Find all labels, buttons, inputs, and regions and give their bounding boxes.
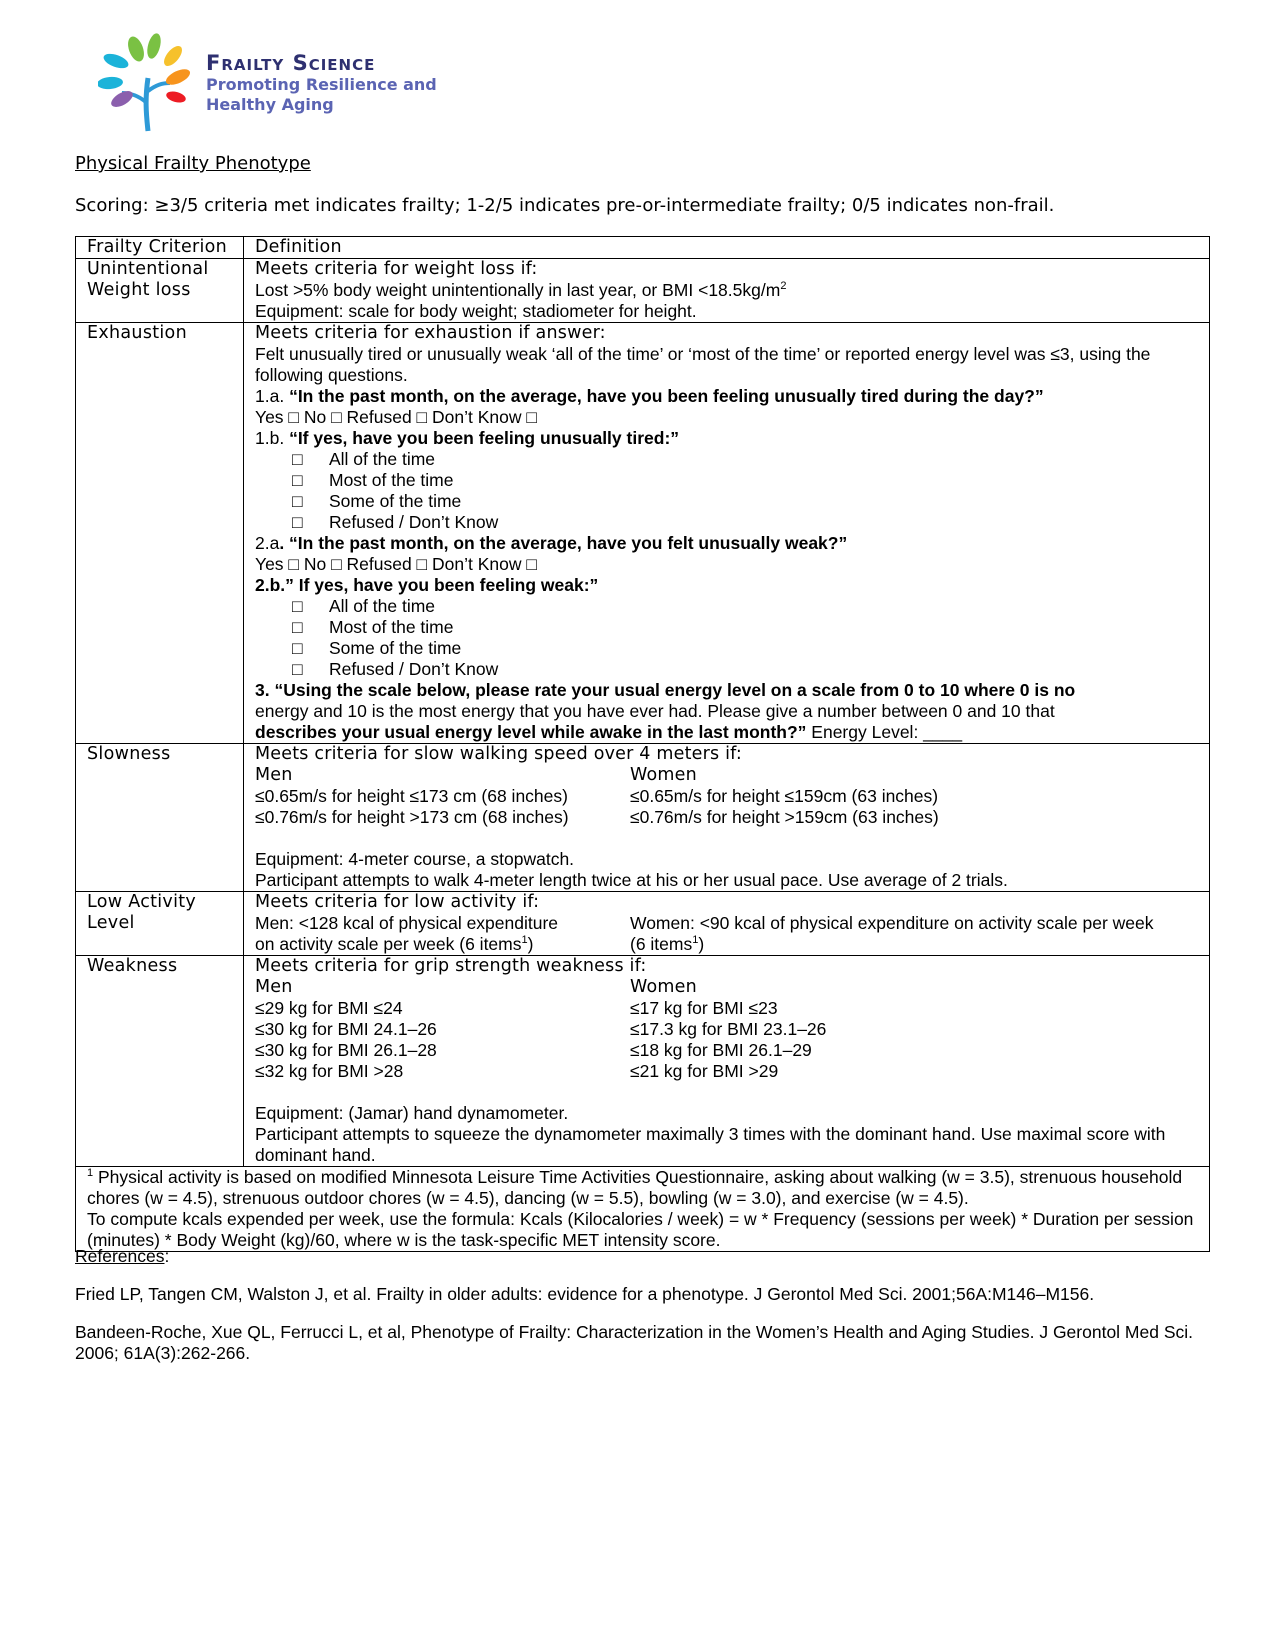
question-2a-num: 2.a xyxy=(255,533,280,553)
logo-tagline-2: Healthy Aging xyxy=(206,95,334,114)
question-1a-text: “In the past month, on the average, have you been feeling unusually tired during the day?” xyxy=(289,386,1044,406)
table-footnote-row xyxy=(76,1167,1210,1252)
slowness-labels xyxy=(255,765,1203,786)
header-criterion: Frailty Criterion xyxy=(76,237,244,259)
weakness-men-2: ≤30 kg for BMI 24.1–26 xyxy=(255,1019,437,1039)
footnote-text-1: Physical activity is based on modified Minnesota Leisure Time Activities Questionnaire, asking about walking (w = 3.5), strenuous household chores (w = 4.5), strenuous outdoor chores (w = 4.5), dancing (w = 5.5), bowling (w = 3.0), and exercise (w = 4.5). xyxy=(87,1167,1183,1208)
activity-men xyxy=(255,913,630,955)
reference-2: Bandeen-Roche, Xue QL, Ferrucci L, et al, Phenotype of Frailty: Characterization in the Women’s Health and Aging Studies. J Gerontol Med Sci. 2006; 61A(3):262-266. xyxy=(75,1322,1194,1363)
slowness-row-1 xyxy=(255,786,1203,807)
logo-title: Frailty Science xyxy=(206,51,376,75)
option-2b-refused xyxy=(255,659,1203,680)
weakness-women-3: ≤18 kg for BMI 26.1–29 xyxy=(630,1040,812,1060)
option-1b-all xyxy=(255,449,1203,470)
references-heading xyxy=(75,1246,169,1267)
criterion-low-activity xyxy=(76,892,244,956)
question-1b-num: 1.b. xyxy=(255,428,290,448)
option-2b-most xyxy=(255,617,1203,638)
answer-options-1a: Yes □ No □ Refused □ Don’t Know □ xyxy=(255,407,537,427)
footnote-1 xyxy=(87,1167,1203,1209)
weakness-row-3 xyxy=(255,1040,1203,1061)
footnote-text-2: To compute kcals expended per week, use the formula: Kcals (Kilocalories / week) = w * Frequency (sessions per week) * Duration per session (minutes) * Body Weight (kg)/60, where w is the task-specific MET intensity score. xyxy=(87,1209,1194,1250)
option-label: Some of the time xyxy=(329,638,462,658)
option-label: All of the time xyxy=(329,596,436,616)
tree-logo-icon xyxy=(98,33,198,133)
criterion-exhaustion: Exhaustion xyxy=(76,323,244,744)
activity-women-sup: 1 xyxy=(692,934,699,947)
weakness-men-label: Men xyxy=(255,977,293,997)
activity-men-2-text: on activity scale per week (6 items xyxy=(255,934,522,954)
question-1a xyxy=(255,386,1203,407)
criterion-weight-loss-line2: Weight loss xyxy=(87,280,191,300)
option-2b-all xyxy=(255,596,1203,617)
slowness-women-label: Women xyxy=(630,765,697,785)
slowness-women-1: ≤0.65m/s for height ≤159cm (63 inches) xyxy=(630,786,939,806)
weight-line2: Equipment: scale for body weight; stadiometer for height. xyxy=(255,301,697,321)
option-1b-most xyxy=(255,470,1203,491)
checkbox-icon: □ xyxy=(292,596,303,616)
slowness-row-2 xyxy=(255,807,1203,828)
weight-line1-sup: 2 xyxy=(780,280,787,293)
weakness-row-4 xyxy=(255,1061,1203,1082)
definition-weakness xyxy=(244,956,1210,1167)
activity-women xyxy=(630,913,1203,955)
weakness-row-2 xyxy=(255,1019,1203,1040)
weight-line1-text: Lost >5% body weight unintentionally in last year, or BMI <18.5kg/m xyxy=(255,280,781,300)
question-1b xyxy=(255,428,1203,449)
question-3-line2: energy and 10 is the most energy that you have ever had. Please give a number between 0 and 10 that xyxy=(255,701,1055,721)
slowness-men-1: ≤0.65m/s for height ≤173 cm (68 inches) xyxy=(255,786,568,806)
question-1a-num: 1.a. xyxy=(255,386,290,406)
definition-slowness xyxy=(244,744,1210,892)
weakness-labels xyxy=(255,977,1203,998)
weakness-women-label: Women xyxy=(630,977,697,997)
weakness-row-1 xyxy=(255,998,1203,1019)
option-label: Most of the time xyxy=(329,470,454,490)
slowness-instructions: Participant attempts to walk 4-meter length twice at his or her usual pace. Use average of 2 trials. xyxy=(255,870,1008,890)
weakness-men-4: ≤32 kg for BMI >28 xyxy=(255,1061,404,1081)
table-row-weight-loss xyxy=(76,259,1210,323)
checkbox-icon: □ xyxy=(292,470,303,490)
criterion-low-activity-line1: Low Activity xyxy=(87,892,197,912)
activity-row xyxy=(255,913,1203,955)
logo-tagline-1: Promoting Resilience and xyxy=(206,75,437,94)
checkbox-icon: □ xyxy=(292,638,303,658)
activity-men-sup: 1 xyxy=(521,934,528,947)
slowness-men-2: ≤0.76m/s for height >173 cm (68 inches) xyxy=(255,807,569,827)
criterion-slowness: Slowness xyxy=(76,744,244,892)
slowness-equipment: Equipment: 4-meter course, a stopwatch. xyxy=(255,849,575,869)
checkbox-icon: □ xyxy=(292,617,303,637)
slowness-women-2: ≤0.76m/s for height >159cm (63 inches) xyxy=(630,807,939,827)
slowness-intro: Meets criteria for slow walking speed over 4 meters if: xyxy=(255,744,742,764)
activity-men-close: ) xyxy=(527,934,534,954)
table-row-exhaustion xyxy=(76,323,1210,744)
question-2a-text: . “In the past month, on the average, have you felt unusually weak?” xyxy=(279,533,848,553)
table-header-row xyxy=(76,237,1210,259)
definition-low-activity xyxy=(244,892,1210,956)
checkbox-icon: □ xyxy=(292,659,303,679)
table-footnote xyxy=(76,1167,1210,1252)
criterion-weight-loss-line1: Unintentional xyxy=(87,259,209,279)
header-definition: Definition xyxy=(244,237,1210,259)
activity-women-2-text: (6 items xyxy=(630,934,693,954)
question-1b-text: “If yes, have you been feeling unusually tired:” xyxy=(289,428,680,448)
question-3-line3 xyxy=(255,722,1203,743)
answer-options-2a: Yes □ No □ Refused □ Don’t Know □ xyxy=(255,554,537,574)
checkbox-icon: □ xyxy=(292,491,303,511)
references-heading-colon: : xyxy=(164,1246,170,1266)
weakness-intro: Meets criteria for grip strength weakness if: xyxy=(255,956,647,976)
weakness-women-1: ≤17 kg for BMI ≤23 xyxy=(630,998,778,1018)
checkbox-icon: □ xyxy=(292,512,303,532)
question-3-bold1: 3. “Using the scale below, please rate your usual energy level on a scale from 0 to 10 where 0 is no xyxy=(255,680,1076,700)
criterion-low-activity-line2: Level xyxy=(87,913,135,933)
exhaustion-intro: Meets criteria for exhaustion if answer: xyxy=(255,323,606,343)
activity-men-2 xyxy=(255,934,630,955)
question-3-bold2: describes your usual energy level while awake in the last month?” xyxy=(255,722,807,742)
weakness-men-1: ≤29 kg for BMI ≤24 xyxy=(255,998,403,1018)
criterion-weight-loss xyxy=(76,259,244,323)
activity-women-2 xyxy=(630,934,1203,955)
slowness-men-label: Men xyxy=(255,765,293,785)
exhaustion-desc: Felt unusually tired or unusually weak ‘all of the time’ or ‘most of the time’ or reported energy level was ≤3, using the following questions. xyxy=(255,344,1151,385)
option-label: Some of the time xyxy=(329,491,462,511)
option-label: Refused / Don’t Know xyxy=(329,659,499,679)
table-row-slowness xyxy=(76,744,1210,892)
logo-text xyxy=(206,51,437,115)
weakness-instructions: Participant attempts to squeeze the dynamometer maximally 3 times with the dominant hand. Use maximal score with dominant hand. xyxy=(255,1124,1166,1165)
option-label: Most of the time xyxy=(329,617,454,637)
criterion-weakness: Weakness xyxy=(76,956,244,1167)
reference-1: Fried LP, Tangen CM, Walston J, et al. Frailty in older adults: evidence for a phenotype. J Gerontol Med Sci. 2001;56A:M146–M156. xyxy=(75,1284,1095,1304)
question-2b xyxy=(255,575,1203,596)
frailty-table xyxy=(75,236,1210,1252)
activity-intro: Meets criteria for low activity if: xyxy=(255,892,540,912)
references-heading-text: References xyxy=(75,1246,165,1266)
weakness-women-4: ≤21 kg for BMI >29 xyxy=(630,1061,779,1081)
question-3-line1 xyxy=(255,680,1203,701)
activity-women-1: Women: <90 kcal of physical expenditure on activity scale per week xyxy=(630,913,1154,933)
definition-weight-loss xyxy=(244,259,1210,323)
option-label: All of the time xyxy=(329,449,436,469)
table-row-weakness xyxy=(76,956,1210,1167)
weakness-women-2: ≤17.3 kg for BMI 23.1–26 xyxy=(630,1019,827,1039)
table-row-low-activity xyxy=(76,892,1210,956)
scoring-text: Scoring: ≥3/5 criteria met indicates frailty; 1-2/5 indicates pre-or-intermediate frailty; 0/5 indicates non-frail. xyxy=(75,195,1055,216)
question-2a xyxy=(255,533,1203,554)
weakness-men-3: ≤30 kg for BMI 26.1–28 xyxy=(255,1040,437,1060)
footnote-sup: 1 xyxy=(87,1167,94,1180)
activity-men-1: Men: <128 kcal of physical expenditure xyxy=(255,913,559,933)
option-1b-some xyxy=(255,491,1203,512)
checkbox-icon: □ xyxy=(292,449,303,469)
activity-women-close: ) xyxy=(698,934,705,954)
weakness-equipment: Equipment: (Jamar) hand dynamometer. xyxy=(255,1103,569,1123)
energy-level-blank: Energy Level: ____ xyxy=(806,722,963,742)
option-label: Refused / Don’t Know xyxy=(329,512,499,532)
option-1b-refused xyxy=(255,512,1203,533)
logo xyxy=(98,33,458,133)
weight-intro: Meets criteria for weight loss if: xyxy=(255,259,538,279)
weight-line1 xyxy=(255,280,1203,301)
question-2b-text: 2.b.” If yes, have you been feeling weak:” xyxy=(255,575,599,595)
page-title: Physical Frailty Phenotype xyxy=(75,153,311,174)
option-2b-some xyxy=(255,638,1203,659)
definition-exhaustion xyxy=(244,323,1210,744)
